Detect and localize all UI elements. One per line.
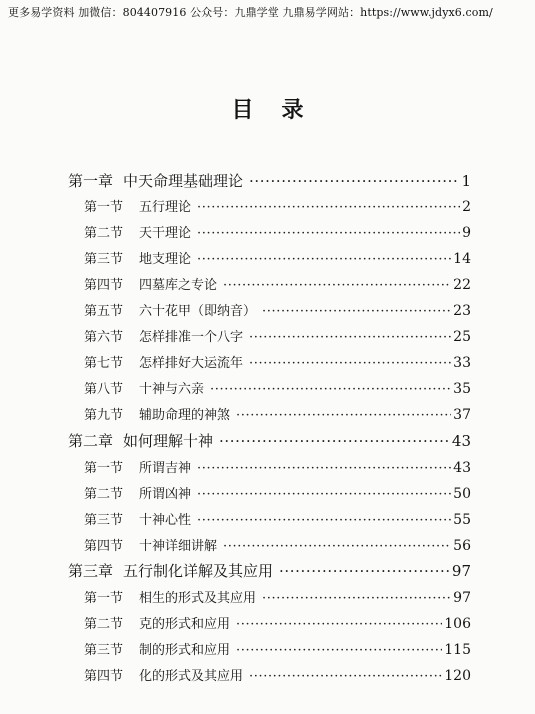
page-number: 14	[453, 251, 471, 267]
section-title: 六十花甲（即纳音）	[139, 304, 257, 319]
page-number: 37	[453, 407, 471, 423]
toc-section-entry	[84, 483, 471, 502]
section-number: 第八节	[84, 382, 124, 397]
header-watermark: 更多易学资料 加微信：804407916 公众号：九鼎学堂 九鼎易学网站：https://www.jdyx6.com/	[8, 6, 493, 19]
page-number: 2	[462, 199, 471, 215]
toc-section-entry	[84, 535, 471, 554]
page-number: 22	[453, 277, 471, 293]
page-number: 25	[453, 329, 471, 345]
dot-leader	[197, 461, 451, 476]
chapter-number: 第二章	[68, 432, 114, 450]
section-title: 克的形式和应用	[139, 617, 231, 632]
page-title: 目录	[231, 97, 332, 123]
dot-leader	[236, 408, 451, 423]
toc-section-entry	[84, 404, 471, 423]
section-title: 辅助命理的神煞	[139, 408, 231, 423]
dot-leader	[236, 617, 442, 632]
chapter-title: 五行制化详解及其应用	[123, 562, 274, 580]
page-number: 43	[451, 432, 471, 450]
section-title: 相生的形式及其应用	[139, 591, 257, 606]
section-number: 第四节	[84, 669, 124, 684]
section-number: 第一节	[84, 200, 124, 215]
toc-section-entry	[84, 587, 471, 606]
section-title: 四墓库之专论	[139, 278, 218, 293]
dot-leader	[249, 356, 451, 371]
page-number: 23	[453, 303, 471, 319]
section-title: 十神与六亲	[139, 382, 205, 397]
toc-section-entry	[84, 326, 471, 345]
dot-leader	[197, 252, 451, 267]
dot-leader	[223, 539, 451, 554]
page-number: 43	[453, 460, 471, 476]
toc-section-entry	[84, 274, 471, 293]
section-number: 第三节	[84, 513, 124, 528]
section-number: 第四节	[84, 539, 124, 554]
section-title: 所谓凶神	[139, 487, 192, 502]
section-number: 第二节	[84, 226, 124, 241]
page-number: 55	[453, 512, 471, 528]
dot-leader	[262, 591, 451, 606]
page-number: 97	[453, 590, 471, 606]
chapter-title: 如何理解十神	[123, 432, 214, 450]
dot-leader	[197, 226, 460, 241]
toc-section-entry	[84, 222, 471, 241]
page-number: 97	[451, 562, 471, 580]
section-number: 第九节	[84, 408, 124, 423]
toc-section-entry	[84, 665, 471, 684]
chapter-number: 第三章	[68, 562, 114, 580]
section-number: 第六节	[84, 330, 124, 345]
dot-leader	[262, 304, 451, 319]
section-title: 地支理论	[139, 252, 192, 267]
dot-leader	[197, 487, 451, 502]
section-number: 第三节	[84, 643, 124, 658]
page-number: 106	[444, 616, 471, 632]
section-title: 怎样排准一个八字	[139, 330, 244, 345]
section-title: 十神心性	[139, 513, 192, 528]
section-number: 第五节	[84, 304, 124, 319]
section-number: 第七节	[84, 356, 124, 371]
toc-section-entry	[84, 378, 471, 397]
dot-leader	[236, 643, 442, 658]
toc-chapter-entry	[68, 430, 471, 451]
page-number: 9	[462, 225, 471, 241]
section-title: 天干理论	[139, 226, 192, 241]
chapter-title: 中天命理基础理论	[123, 172, 244, 190]
section-title: 十神详细讲解	[139, 539, 218, 554]
dot-leader	[197, 200, 460, 215]
section-number: 第二节	[84, 487, 124, 502]
page-number: 50	[453, 486, 471, 502]
section-number: 第二节	[84, 617, 124, 632]
toc-section-entry	[84, 248, 471, 267]
section-number: 第四节	[84, 278, 124, 293]
chapter-number: 第一章	[68, 172, 114, 190]
toc-chapter-entry	[68, 170, 471, 191]
toc-section-entry	[84, 352, 471, 371]
dot-leader	[197, 513, 451, 528]
dot-leader	[249, 669, 442, 684]
dot-leader	[219, 432, 450, 450]
dot-leader	[249, 172, 459, 190]
section-title: 化的形式及其应用	[139, 669, 244, 684]
dot-leader	[210, 382, 451, 397]
page-number: 33	[453, 355, 471, 371]
page-number: 56	[453, 538, 471, 554]
dot-leader	[249, 330, 451, 345]
section-title: 怎样排好大运流年	[139, 356, 244, 371]
toc-chapter-entry	[68, 560, 471, 581]
toc-section-entry	[84, 613, 471, 632]
page-number: 1	[461, 172, 471, 190]
section-title: 所谓吉神	[139, 461, 192, 476]
toc-section-entry	[84, 196, 471, 215]
section-title: 制的形式和应用	[139, 643, 231, 658]
page-number: 120	[444, 668, 471, 684]
section-number: 第三节	[84, 252, 124, 267]
dot-leader	[223, 278, 451, 293]
section-number: 第一节	[84, 461, 124, 476]
page-number: 35	[453, 381, 471, 397]
section-title: 五行理论	[139, 200, 192, 215]
toc-section-entry	[84, 639, 471, 658]
toc-section-entry	[84, 509, 471, 528]
dot-leader	[279, 562, 450, 580]
section-number: 第一节	[84, 591, 124, 606]
toc-section-entry	[84, 300, 471, 319]
toc-section-entry	[84, 457, 471, 476]
page-number: 115	[444, 642, 471, 658]
